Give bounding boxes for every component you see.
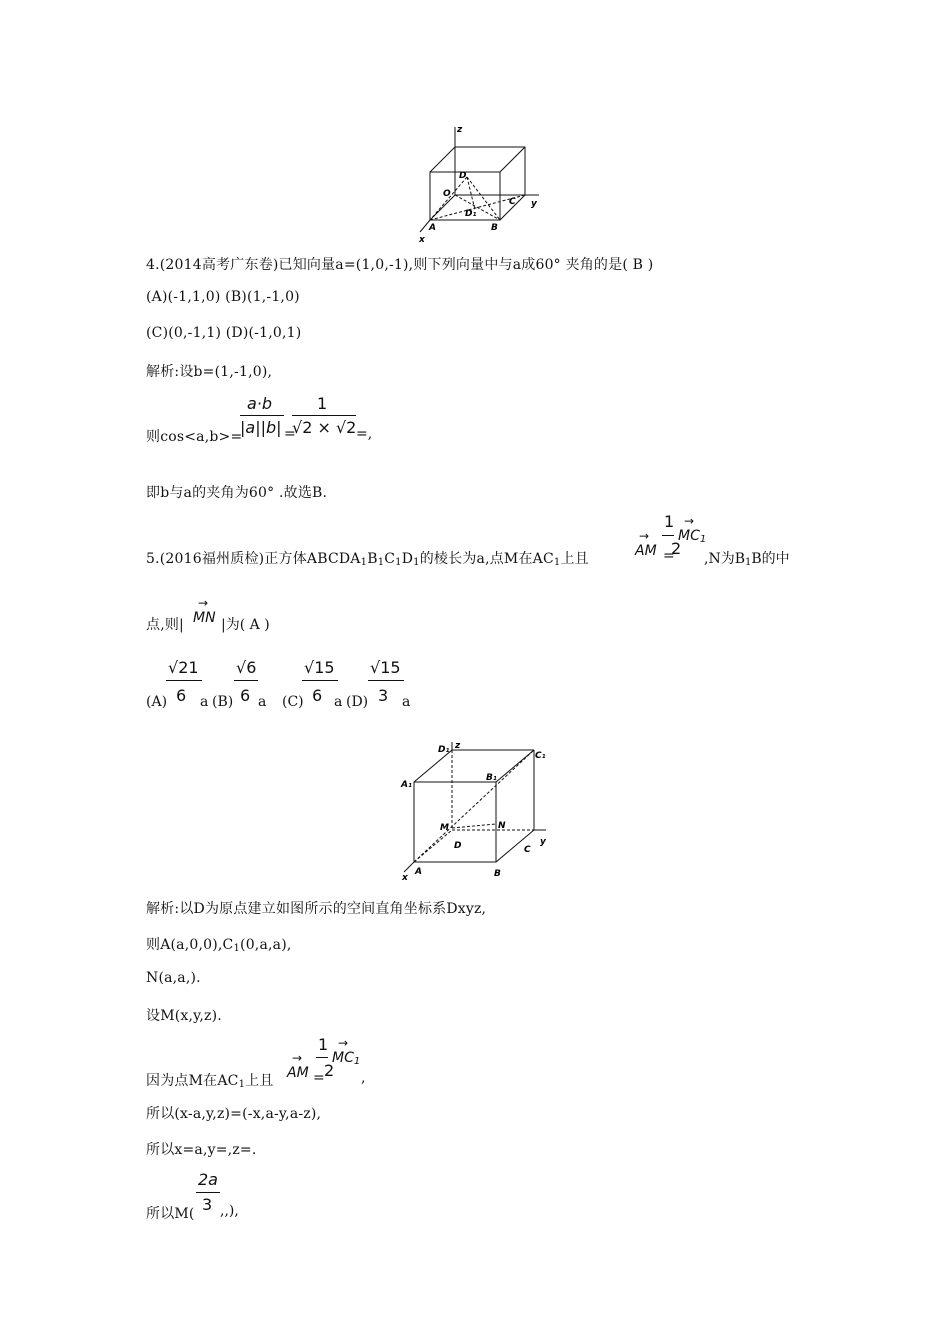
fig1-label-B: B xyxy=(491,223,498,233)
fig1-label-C: C xyxy=(509,197,516,207)
q5-opt-c-label: (C) xyxy=(282,694,304,710)
q5-opt-b-den: 6 xyxy=(240,686,251,705)
fig1-label-A: A xyxy=(429,223,436,233)
fig1-label-z: z xyxy=(457,125,463,135)
fig2-label-M: M xyxy=(440,823,449,833)
sol5-eq: = xyxy=(313,1070,325,1086)
q5-stem-line1: 5.(2016福州质检)正方体$ABCDA_1B_1C_1D_1$的棱长为a,点M在$AC_1$上且 xyxy=(146,551,589,568)
fig2-label-C1: C₁ xyxy=(535,751,546,761)
sol5-line4: 设M(x,y,z). xyxy=(146,1008,222,1024)
q5-vec-am: AM xyxy=(635,543,657,559)
q5-eq: = xyxy=(663,548,675,564)
fig1-label-y: y xyxy=(531,199,537,209)
fig2-label-A: A xyxy=(415,867,422,877)
q5-opt-c-tail: a xyxy=(334,694,343,710)
sol5-vec-am: AM xyxy=(287,1065,309,1081)
fig2-label-D1: D₁ xyxy=(438,745,450,755)
sol5-half-den: 2 xyxy=(324,1061,335,1080)
fig2-label-D: D xyxy=(454,841,462,851)
q4-frac2-den: √2 × √2 xyxy=(292,418,357,437)
sol5-line7: 所以x=a,y=,z=. xyxy=(146,1142,257,1158)
q4-frac1-den: |a||b| xyxy=(240,418,282,437)
q4-cos-prefix: 则cos<a,b>= xyxy=(146,429,243,445)
fig1-label-D1: D₁ xyxy=(465,209,477,219)
sol5-line1: 解析:以D为原点建立如图所示的空间直角坐标系Dxyz, xyxy=(146,901,487,917)
q4-solution-intro: 解析:设b=(1,-1,0), xyxy=(146,364,273,380)
q5-vec-mn: MN xyxy=(193,610,216,626)
q5-stem-tail: ,N为$B_1B$的中 xyxy=(704,551,790,568)
fig1-label-x: x xyxy=(419,235,425,245)
sol5-frac-num: 2a xyxy=(198,1170,218,1189)
q5-stem-line2: 点,则| xyxy=(146,617,184,633)
fig2-label-C: C xyxy=(524,845,531,855)
fig2-label-B: B xyxy=(494,869,501,879)
q5-opt-c-den: 6 xyxy=(312,686,323,705)
q5-opt-b-tail: a xyxy=(258,694,267,710)
q5-opt-b-label: (B) xyxy=(212,694,234,710)
fig2-label-A1: A₁ xyxy=(401,780,412,790)
q4-frac1-num: a·b xyxy=(247,394,273,413)
sol5-line8: 所以M( xyxy=(146,1206,195,1222)
q5-opt-a-tail: a xyxy=(200,694,209,710)
q5-opt-d-tail: a xyxy=(402,694,411,710)
sol5-line2: 则$A(a,0,0),C_1(0,a,a)$, xyxy=(146,937,292,954)
q5-opt-a-num: √21 xyxy=(168,658,199,677)
q5-half-den: 2 xyxy=(671,539,682,558)
q4-eq1: = xyxy=(284,426,296,442)
q4-frac2-bar xyxy=(292,415,356,416)
q5-opt-d-label: (D) xyxy=(346,694,369,710)
cube2-x-axis xyxy=(404,862,414,872)
sol5-line3: N(a,a,). xyxy=(146,970,201,986)
figure-cube-2 xyxy=(398,740,558,880)
sol5-vec-mc1: $MC_1$ xyxy=(332,1050,361,1067)
q5-answer: |为( A ) xyxy=(221,617,270,633)
q5-opt-a-label: (A) xyxy=(146,694,168,710)
q4-eq2: =, xyxy=(356,426,373,442)
q4-stem: 4.(2014高考广东卷)已知向量a=(1,0,-1),则下列向量中与a成60° 夹角的是( B ) xyxy=(146,257,654,273)
q5-opt-d-num: √15 xyxy=(370,658,401,677)
q5-opt-c-num: √15 xyxy=(304,658,335,677)
q5-opt-a-den: 6 xyxy=(176,686,187,705)
fig1-label-D: D xyxy=(459,171,467,181)
fig2-label-B1: B₁ xyxy=(486,773,497,783)
fig2-label-z: z xyxy=(455,741,461,751)
q5-half-num: 1 xyxy=(664,512,675,531)
q5-vec-mc1: $MC_1$ xyxy=(678,528,707,545)
q4-options-1: (A)(-1,1,0) (B)(1,-1,0) xyxy=(146,289,300,305)
fig1-label-O: O xyxy=(443,189,451,199)
q4-frac2-num: 1 xyxy=(317,394,328,413)
fig2-label-x: x xyxy=(402,873,408,880)
sol5-line8-tail: ,,), xyxy=(220,1203,239,1219)
sol5-line6: 所以(x-a,y,z)=(-x,a-y,a-z), xyxy=(146,1106,322,1122)
sol5-half-num: 1 xyxy=(318,1035,329,1054)
fig2-label-N: N xyxy=(498,821,506,831)
q5-opt-b-num: √6 xyxy=(236,658,257,677)
q4-conclusion: 即b与a的夹角为60° .故选B. xyxy=(146,485,328,501)
q5-opt-d-den: 3 xyxy=(378,686,389,705)
sol5-line5: 因为点M在$AC_1$上且 xyxy=(146,1073,274,1090)
sol5-comma: , xyxy=(361,1070,366,1086)
q4-options-2: (C)(0,-1,1) (D)(-1,0,1) xyxy=(146,325,302,341)
sol5-frac-den: 3 xyxy=(202,1195,213,1214)
figure-cube-1 xyxy=(415,122,545,247)
fig2-label-y: y xyxy=(540,837,546,847)
q4-frac1-bar xyxy=(240,415,284,416)
